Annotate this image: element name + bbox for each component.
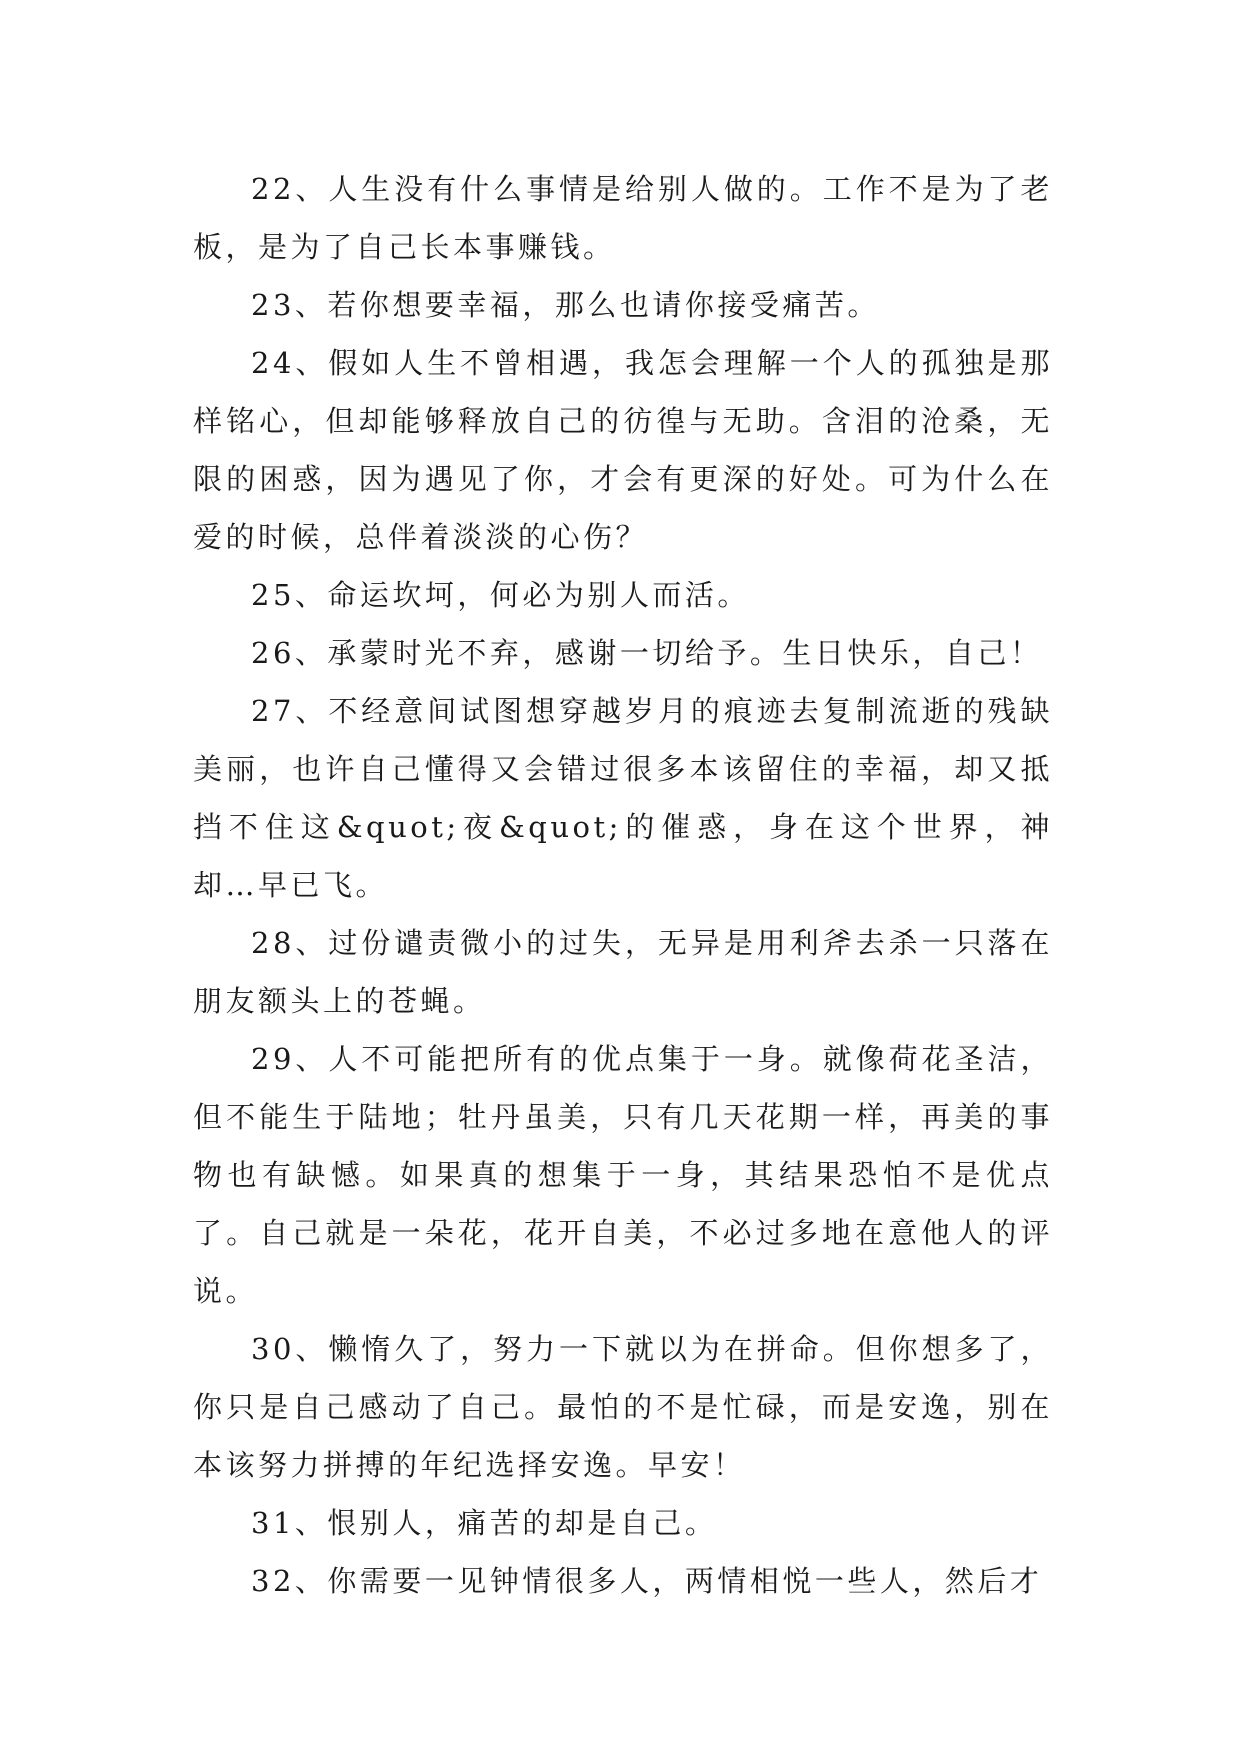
paragraph-28: 28、过份谴责微小的过失，无异是用利斧去杀一只落在朋友额头上的苍蝇。 xyxy=(193,926,1053,1018)
paragraph-26: 26、承蒙时光不弃，感谢一切给予。生日快乐，自己！ xyxy=(251,636,1043,670)
paragraph-32: 32、你需要一见钟情很多人，两情相悦一些人，然后才 xyxy=(251,1564,1043,1598)
paragraph-29: 29、人不可能把所有的优点集于一身。就像荷花圣洁，但不能生于陆地；牡丹虽美，只有几天花期一样，再美的事物也有缺憾。如果真的想集于一身，其结果恐怕不是优点了。自己就是一朵花，花开自美，不必过多地在意他人的评说。 xyxy=(193,1042,1053,1308)
paragraph-25: 25、命运坎坷，何必为别人而活。 xyxy=(251,578,750,612)
paragraph-24: 24、假如人生不曾相遇，我怎会理解一个人的孤独是那样铭心，但却能够释放自己的彷徨与无助。含泪的沧桑，无限的困惑，因为遇见了你，才会有更深的好处。可为什么在爱的时候，总伴着淡淡的心伤？ xyxy=(193,346,1053,554)
document-body xyxy=(193,160,1053,1610)
paragraph-27: 27、不经意间试图想穿越岁月的痕迹去复制流逝的残缺美丽，也许自己懂得又会错过很多本该留住的幸福，却又抵挡不住这&quot;夜&quot;的催惑，身在这个世界，神却…早已飞。 xyxy=(193,694,1053,902)
paragraph-22: 22、人生没有什么事情是给别人做的。工作不是为了老板，是为了自己长本事赚钱。 xyxy=(193,172,1053,264)
paragraph-23: 23、若你想要幸福，那么也请你接受痛苦。 xyxy=(251,288,880,322)
paragraph-30: 30、懒惰久了，努力一下就以为在拼命。但你想多了，你只是自己感动了自己。最怕的不是忙碌，而是安逸，别在本该努力拼搏的年纪选择安逸。早安！ xyxy=(193,1332,1053,1482)
paragraph-31: 31、恨别人，痛苦的却是自己。 xyxy=(251,1506,718,1540)
